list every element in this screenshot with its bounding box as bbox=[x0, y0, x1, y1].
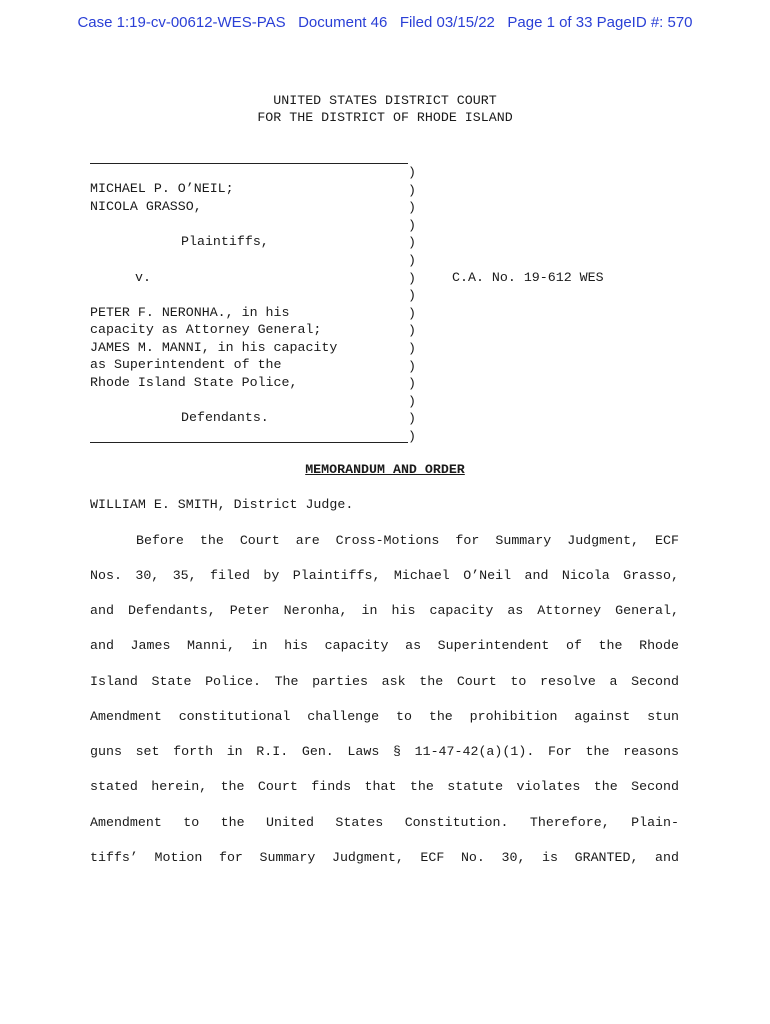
body-text-line: and James Manni, in his capacity as Superintendent of the Rhode bbox=[90, 638, 679, 653]
body-text-line: tiffs’ Motion for Summary Judgment, ECF No. 30, is GRANTED, and bbox=[90, 850, 679, 865]
body-text-line: Island State Police. The parties ask the Court to resolve a Second bbox=[90, 674, 679, 689]
case-caption bbox=[90, 148, 690, 448]
defendant-line: JAMES M. MANNI, in his capacity bbox=[90, 340, 338, 355]
body-text-line: Amendment constitutional challenge to the prohibition against stun bbox=[90, 709, 679, 724]
plaintiff-name: NICOLA GRASSO, bbox=[90, 199, 202, 214]
body-text-line: Before the Court are Cross-Motions for Summary Judgment, ECF bbox=[136, 533, 679, 548]
defendant-line: PETER F. NERONHA., in his bbox=[90, 305, 290, 320]
caption-top-rule bbox=[90, 163, 408, 164]
case-number: C.A. No. 19-612 WES bbox=[452, 270, 604, 285]
ecf-header: Case 1:19-cv-00612-WES-PAS Document 46 Filed 03/15/22 Page 1 of 33 PageID #: 570 bbox=[77, 14, 693, 31]
plaintiffs-label: Plaintiffs, bbox=[181, 234, 269, 249]
caption-parentheses: ) ) ) ) ) ) ) ) ) ) ) ) ) ) ) ) bbox=[408, 165, 416, 444]
body-text-line: and Defendants, Peter Neronha, in his capacity as Attorney General, bbox=[90, 603, 679, 618]
defendants-label: Defendants. bbox=[181, 410, 269, 425]
body-text-line: guns set forth in R.I. Gen. Laws § 11-47-42(a)(1). For the reasons bbox=[90, 744, 679, 759]
caption-bottom-rule bbox=[90, 442, 408, 443]
defendant-line: Rhode Island State Police, bbox=[90, 375, 298, 390]
body-text-line: stated herein, the Court finds that the statute violates the Second bbox=[90, 779, 679, 794]
plaintiff-name: MICHAEL P. O’NEIL; bbox=[90, 181, 234, 196]
defendant-line: as Superintendent of the bbox=[90, 357, 282, 372]
versus-label: v. bbox=[135, 270, 151, 285]
court-district: FOR THE DISTRICT OF RHODE ISLAND bbox=[257, 110, 513, 125]
defendant-line: capacity as Attorney General; bbox=[90, 322, 322, 337]
body-text-line: Amendment to the United States Constitution. Therefore, Plain- bbox=[90, 815, 679, 830]
court-name: UNITED STATES DISTRICT COURT bbox=[273, 93, 497, 108]
document-title: MEMORANDUM AND ORDER bbox=[305, 462, 465, 477]
body-text-line: Nos. 30, 35, filed by Plaintiffs, Michael O’Neil and Nicola Grasso, bbox=[90, 568, 679, 583]
judge-line: WILLIAM E. SMITH, District Judge. bbox=[90, 497, 354, 512]
